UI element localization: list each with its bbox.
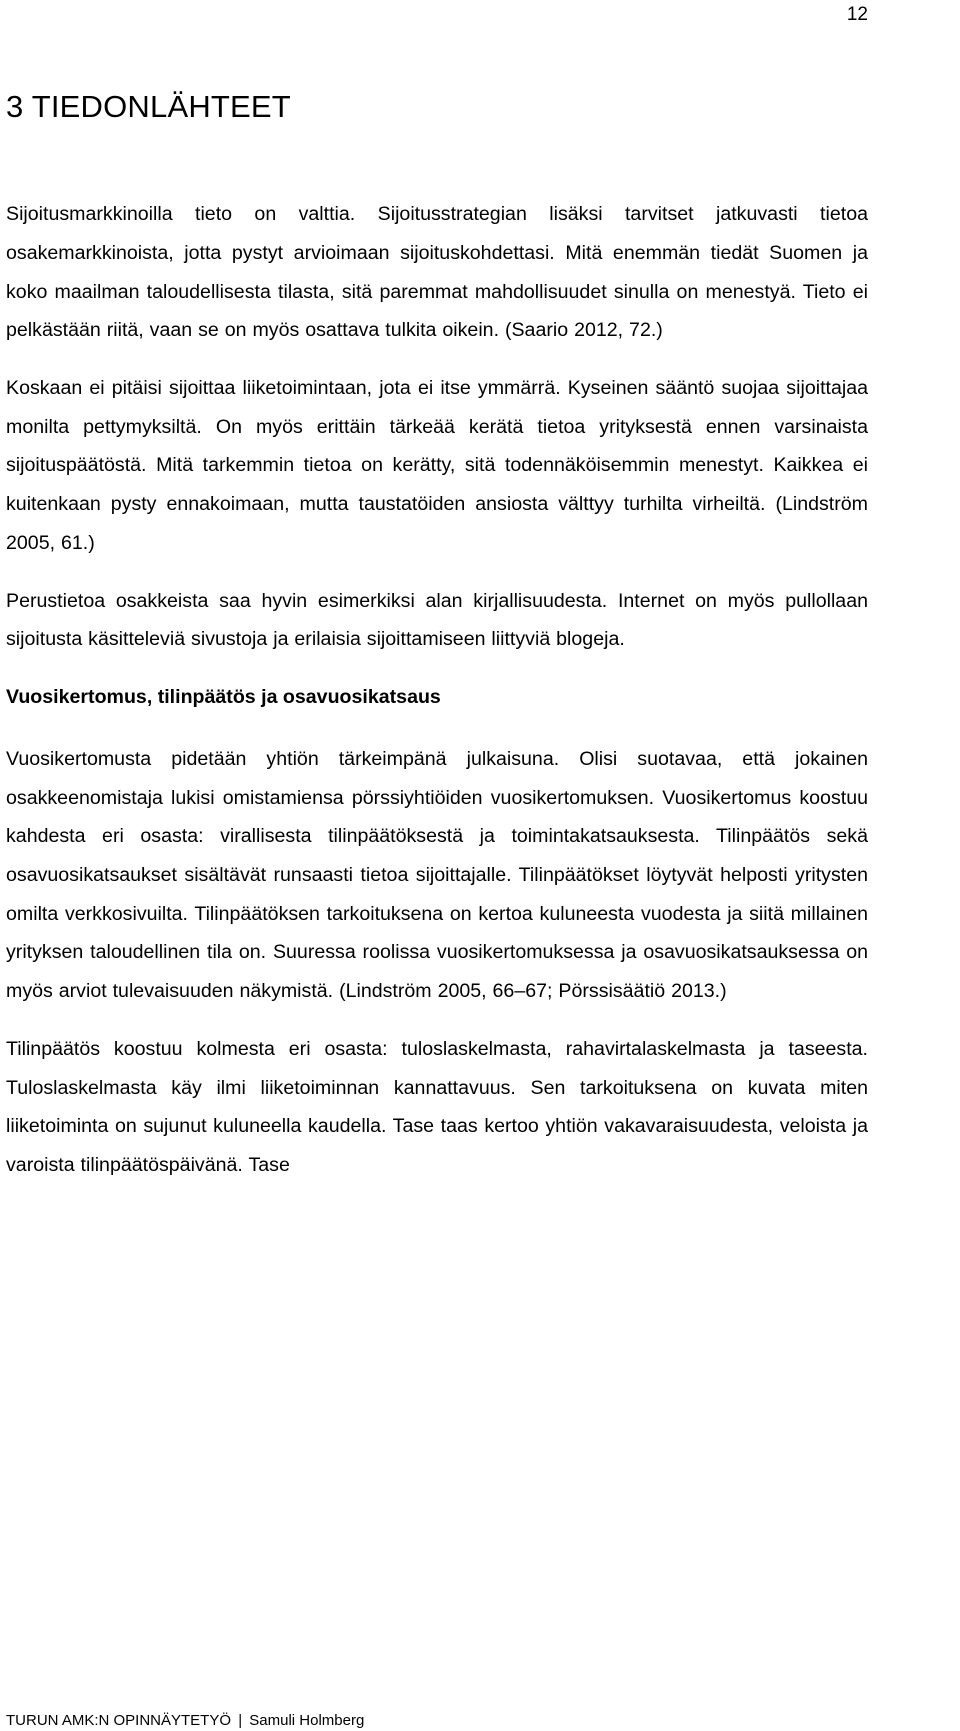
document-body <box>6 88 868 1204</box>
paragraph-annual-report: Vuosikertomusta pidetään yhtiön tärkeimpänä julkaisuna. Olisi suotavaa, että jokainen osakkeenomistaja lukisi omistamiensa pörssiyhtiöiden vuosikertomuksen. Vuosikertomus koostuu kahdesta eri osasta: virallisesta tilinpäätöksestä ja toimintakatsauksesta. Tilinpäätös sekä osavuosikatsaukset sisältävät runsaasti tietoa sijoittajalle. Tilinpäätökset löytyvät helposti yritysten omilta verkkosivuilta. Tilinpäätöksen tarkoituksena on kertoa kuluneesta vuodesta ja siitä millainen yrityksen taloudellinen tila on. Suuressa roolissa vuosikertomuksessa ja osavuosikatsauksessa on myös arviot tulevaisuuden näkymistä. (Lindström 2005, 66–67; Pörssisäätiö 2013.) <box>6 747 868 1003</box>
chapter-heading: 3 TIEDONLÄHTEET <box>6 89 291 124</box>
paragraph-understanding: Koskaan ei pitäisi sijoittaa liiketoimintaan, jota ei itse ymmärrä. Kyseinen sääntö suojaa sijoittajaa monilta pettymyksiltä. On myös erittäin tärkeää kerätä tietoa yrityksestä ennen varsinaista sijoituspäätöstä. Mitä tarkemmin tietoa on kerätty, sitä todennäköisemmin menestyt. Kaikkea ei kuitenkaan pysty ennakoimaan, mutta taustatöiden ansiosta välttyy turhilta virheiltä. (Lindström 2005, 61.) <box>6 377 868 554</box>
paragraph-financial-statement: Tilinpäätös koostuu kolmesta eri osasta: tuloslaskelmasta, rahavirtalaskelmasta ja taseesta. Tuloslaskelmasta käy ilmi liiketoiminnan kannattavuus. Sen tarkoituksena on kuvata miten liiketoiminta on sujunut kuluneella kaudella. Tase taas kertoo yhtiön vakavaraisuudesta, veloista ja varoista tilinpäätöspäivänä. Tase <box>6 1037 868 1176</box>
footer-separator: | <box>238 1712 243 1729</box>
paragraph-sources: Perustietoa osakkeista saa hyvin esimerkiksi alan kirjallisuudesta. Internet on myös pullollaan sijoitusta käsitteleviä sivustoja ja erilaisia sijoittamiseen liittyviä blogeja. <box>6 589 868 651</box>
footer-author: Samuli Holmberg <box>249 1712 365 1729</box>
section-heading: Vuosikertomus, tilinpäätös ja osavuosikatsaus <box>6 685 441 708</box>
page-number: 12 <box>846 4 868 25</box>
footer-publisher: TURUN AMK:N OPINNÄYTETYÖ <box>6 1712 232 1729</box>
page-footer <box>6 1712 364 1729</box>
paragraph-intro: Sijoitusmarkkinoilla tieto on valttia. Sijoitusstrategian lisäksi tarvitset jatkuvasti tietoa osakemarkkinoista, jotta pystyt arvioimaan sijoituskohdettasi. Mitä enemmän tiedät Suomen ja koko maailman taloudellisesta tilasta, sitä paremmat mahdollisuudet sinulla on menestyä. Tieto ei pelkästään riitä, vaan se on myös osattava tulkita oikein. (Saario 2012, 72.) <box>6 203 868 342</box>
